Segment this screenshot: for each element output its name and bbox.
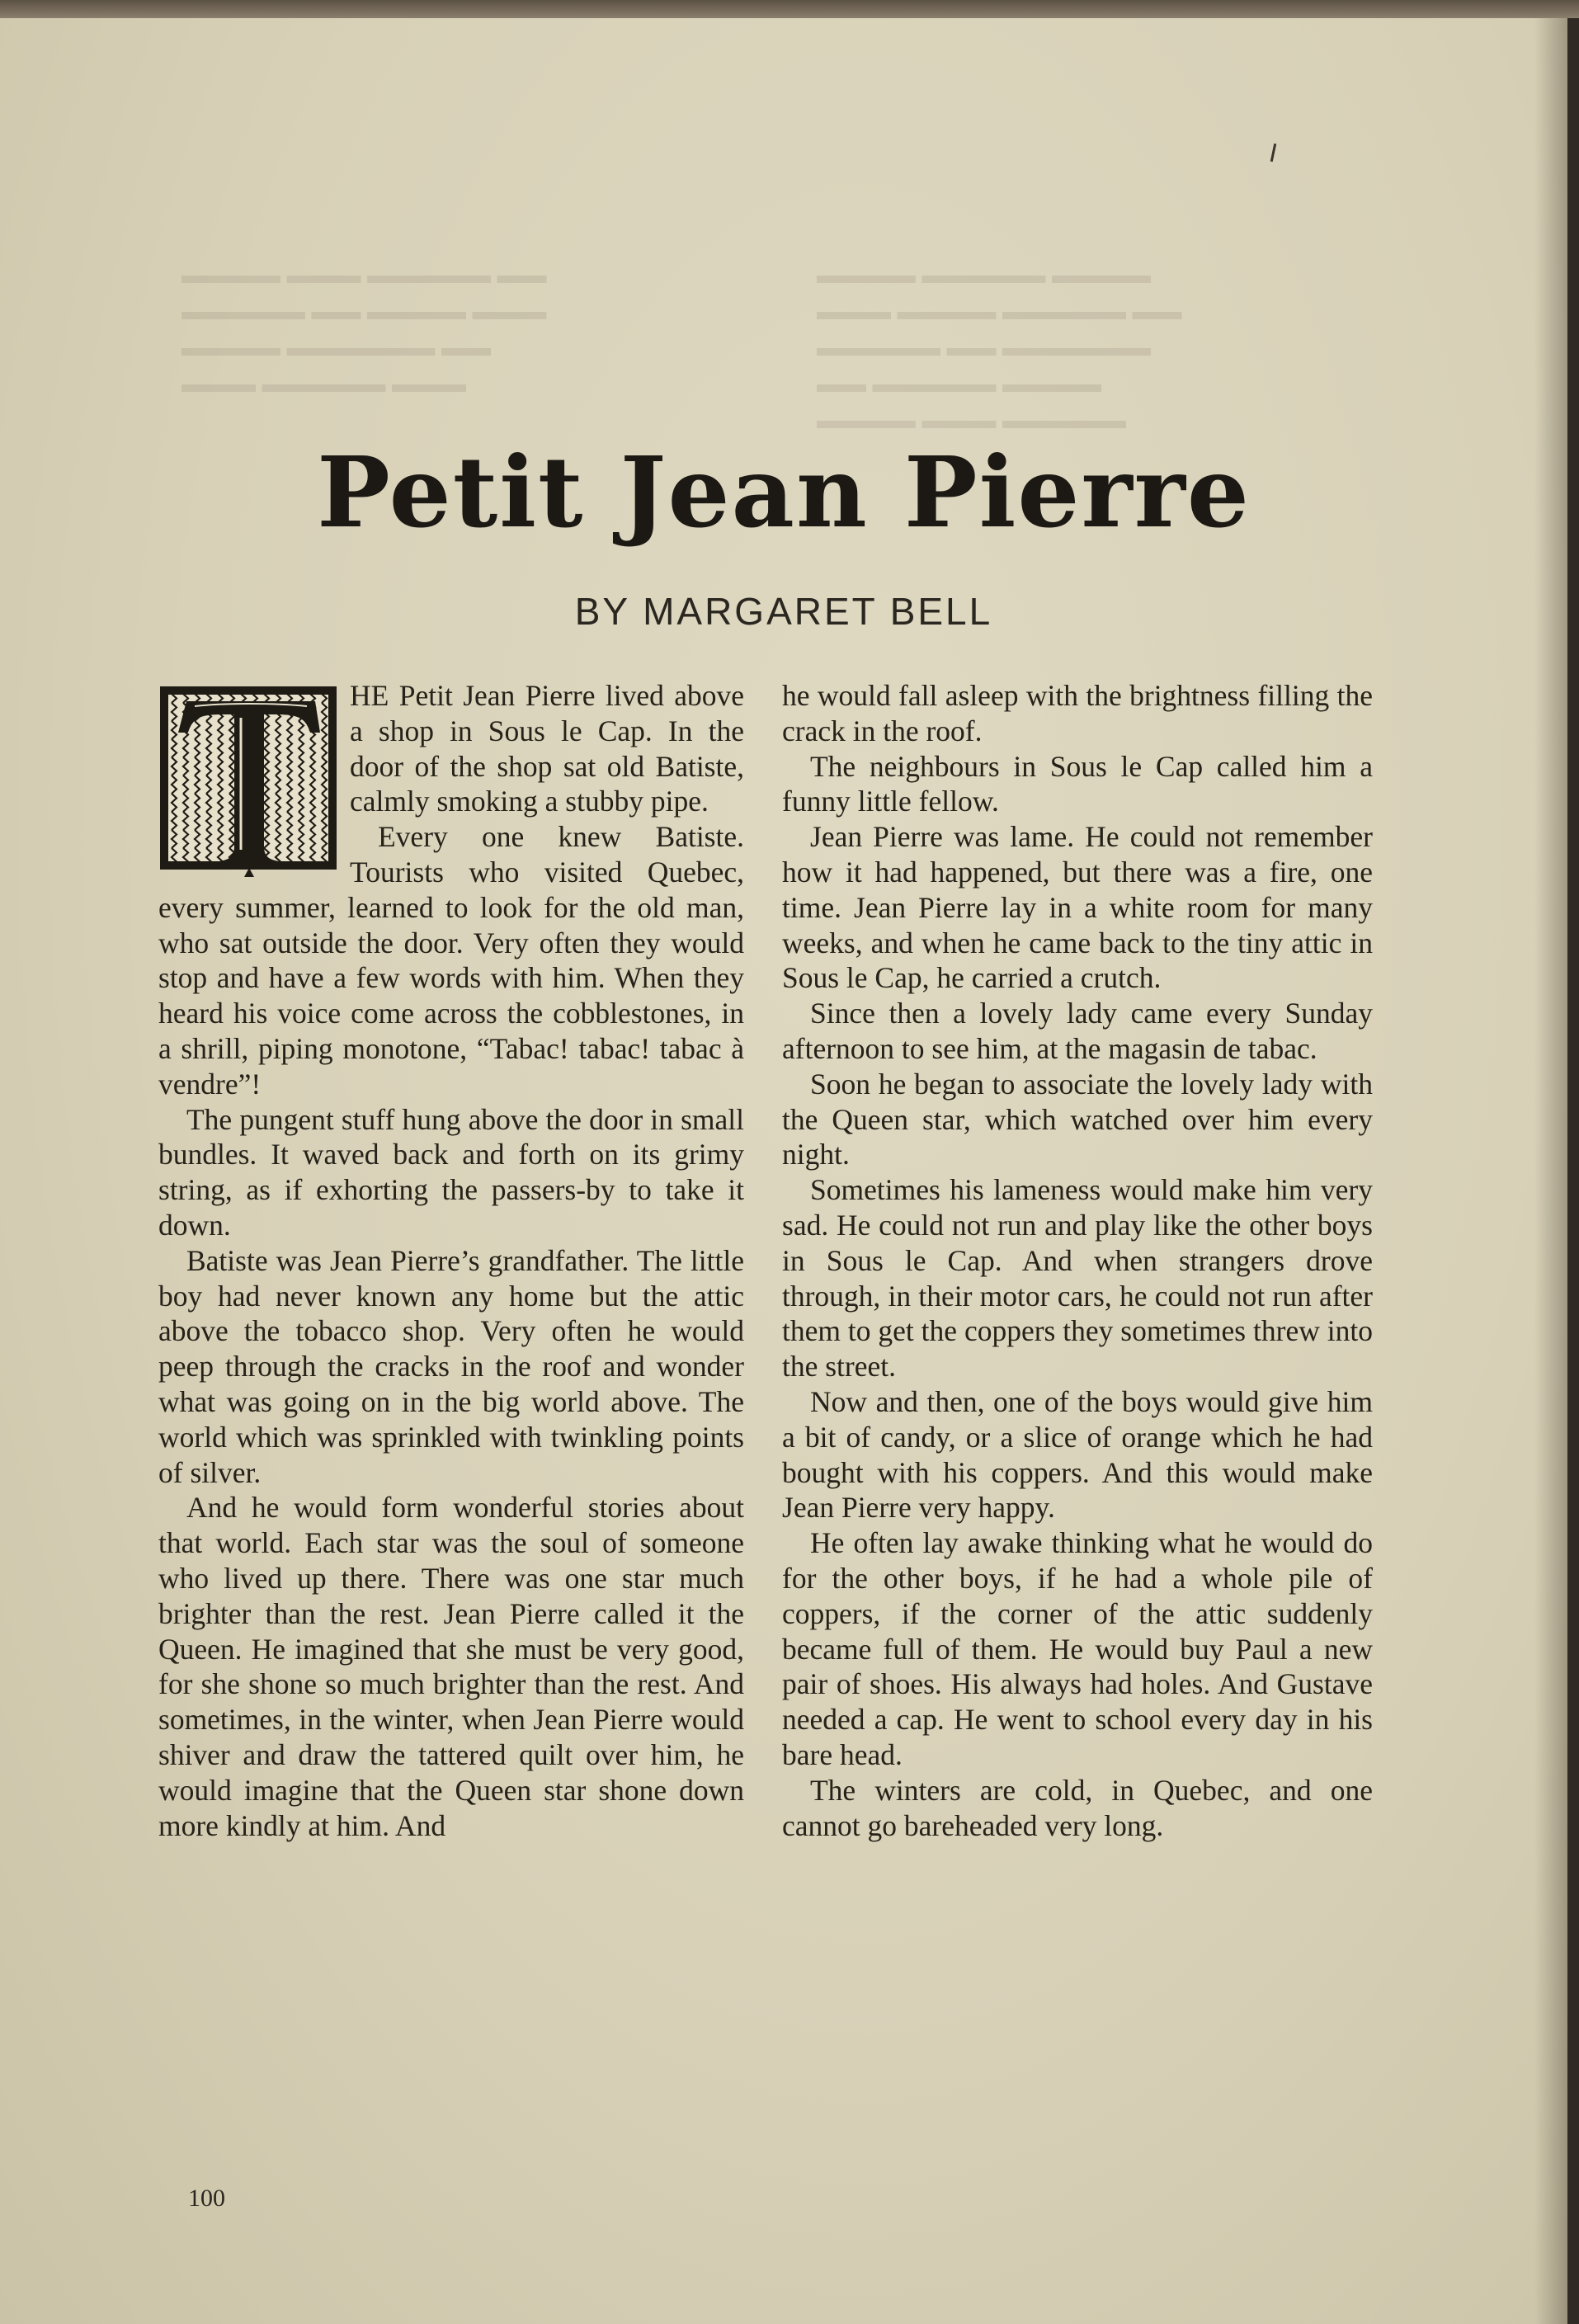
magazine-page	[0, 18, 1567, 2324]
book-top-edge	[0, 0, 1579, 18]
paragraph: Now and then, one of the boys would give him a bit of candy, or a slice of orange which he had bought with his coppers. And this would make Jean Pierre very happy.	[782, 1384, 1373, 1525]
paragraph: Soon he began to associate the lovely lady with the Queen star, which watched over him every night.	[782, 1067, 1373, 1171]
paragraph: Every one knew Batiste. Tourists who visited Quebec, every summer, learned to look for the old man, who sat outside the door. Very often they would stop and have a few words with him. When they heard his voice come across the cobblestones, in a shrill, piping monotone, “Tabac! tabac! tabac à vendre”!	[158, 820, 744, 1101]
article-byline: BY MARGARET BELL	[574, 590, 993, 633]
right-column	[782, 678, 1373, 1843]
paragraph: Batiste was Jean Pierre’s grandfather. The little boy had never known any home but the attic above the tobacco shop. Very often he would peep through the cracks in the roof and wonder what was going on in the big world above. The world which was sprinkled with twinkling points of silver.	[158, 1243, 744, 1489]
stray-ink-mark	[1270, 144, 1277, 162]
paragraph: He often lay awake thinking what he would do for the other boys, if he had a whole pile of coppers, if the corner of the attic suddenly became full of them. He would buy Paul a new pair of shoes. His always had holes. And Gustave needed a cap. He went to school every day in his bare head.	[782, 1526, 1373, 1771]
bleed-through-text-left: ▬▬▬▬ ▬▬▬ ▬▬▬▬▬ ▬▬ ▬▬▬▬▬ ▬▬ ▬▬▬▬ ▬▬▬ ▬▬▬▬ ▬▬▬▬▬▬ ▬▬ ▬▬▬ ▬▬▬▬▬ ▬▬▬	[181, 262, 547, 398]
paragraph: Since then a lovely lady came every Sunday afternoon to see him, at the magasin de tabac.	[782, 997, 1373, 1065]
paragraph: Sometimes his lameness would make him very sad. He could not run and play like the other boys in Sous le Cap. And when strangers drove through, in their motor cars, he could not run after them to get the coppers they sometimes threw into the street.	[782, 1173, 1373, 1384]
paragraph: And he would form wonderful stories about that world. Each star was the soul of someone who lived up there. There was one star much brighter than the rest. Jean Pierre called it the Queen. He imagined that she must be very good, for she shone so much brighter than the rest. And sometimes, in the winter, when Jean Pierre would shiver and draw the tattered quilt over him, he would imagine that the Queen star shone down more kindly at him. And	[158, 1491, 744, 1842]
left-column	[158, 678, 744, 1843]
paragraph: HE Petit Jean Pierre lived above a shop in Sous le Cap. In the door of the shop sat old Batiste, calmly smoking a stubby pipe.	[350, 679, 744, 818]
dropcap-t-icon	[158, 685, 338, 877]
paragraph: The winters are cold, in Quebec, and one cannot go bareheaded very long.	[782, 1773, 1373, 1842]
page-number: 100	[188, 2185, 225, 2212]
paragraph: Jean Pierre was lame. He could not remember how it had happened, but there was a fire, one time. Jean Pierre lay in a white room for many weeks, and when he came back to the tiny attic in Sous le Cap, he carried a crutch.	[782, 820, 1373, 995]
paragraph: The neighbours in Sous le Cap called him a funny little fellow.	[782, 749, 1373, 818]
article-title: Petit Jean Pierre	[317, 435, 1251, 549]
bleed-through-text-right: ▬▬▬▬ ▬▬▬▬▬ ▬▬▬▬ ▬▬▬ ▬▬▬▬ ▬▬▬▬▬ ▬▬ ▬▬▬▬▬ ▬▬ ▬▬▬▬▬▬ ▬▬ ▬▬▬▬▬ ▬▬▬▬ ▬▬▬▬ ▬▬▬ ▬▬▬▬▬	[817, 262, 1182, 434]
paragraph: The pungent stuff hung above the door in small bundles. It waved back and forth on its grimy string, as if exhorting the passers-by to take it down.	[158, 1102, 744, 1242]
paragraph: he would fall asleep with the brightness filling the crack in the roof.	[782, 679, 1373, 747]
